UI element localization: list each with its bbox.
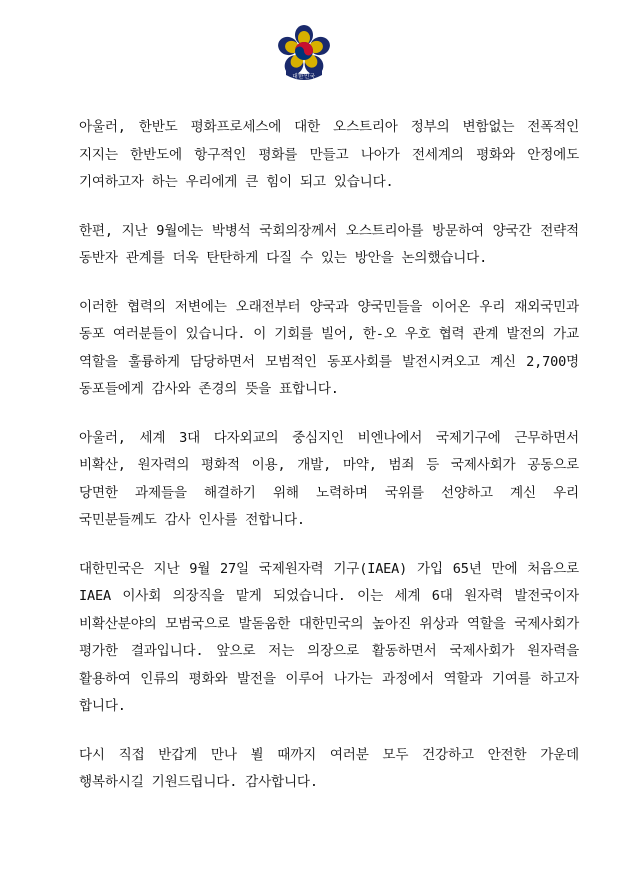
paragraph-3: 이러한 협력의 저변에는 오래전부터 양국과 양국민들을 이어온 우리 재외국민과 동포 여러분들이 있습니다. 이 기회를 빌어, 한-오 우호 협력 관계 발전의 가교 역할을 훌륭하게 담당하면서 모범적인 동포사회를 발전시켜오고 계신 2,700명 동포들에게 감사와 존경의 뜻을 표합니다.	[79, 298, 579, 397]
letter-body	[79, 114, 579, 818]
paragraph-5: 대한민국은 지난 9월 27일 국제원자력 기구(IAEA) 가입 65년 만에 처음으로 IAEA 이사회 의장직을 맡게 되었습니다. 이는 세계 6대 원자력 발전국이자 비확산분야의 모범국으로 발돋움한 대한민국의 높아진 위상과 역할을 국제사회가 평가한 결과입니다. 앞으로 저는 의장으로 활동하면서 국제사회가 원자력을 활용하여 인류의 평화와 발전을 이루어 나가는 과정에서 역할과 기여를 하고자 합니다.	[79, 560, 579, 714]
paragraph-4: 아울러, 세계 3대 다자외교의 중심지인 비엔나에서 국제기구에 근무하면서 비확산, 원자력의 평화적 이용, 개발, 마약, 범죄 등 국제사회가 공동으로 당면한 과제들을 해결하기 위해 노력하며 국위를 선양하고 계신 우리 국민분들께도 감사 인사를 전합니다.	[79, 429, 579, 528]
paragraph-1: 아울러, 한반도 평화프로세스에 대한 오스트리아 정부의 변함없는 전폭적인 지지는 한반도에 항구적인 평화를 만들고 나아가 전세계의 평화와 안정에도 기여하고자 하는 우리에게 큰 힘이 되고 있습니다.	[79, 119, 579, 190]
paragraph-2: 한편, 지난 9월에는 박병석 국회의장께서 오스트리아를 방문하여 양국간 전략적 동반자 관계를 더욱 탄탄하게 다질 수 있는 방안을 논의했습니다.	[79, 222, 579, 266]
national-emblem-icon	[276, 25, 332, 85]
emblem-label: 대한민국	[292, 74, 316, 80]
paragraph-6: 다시 직접 반갑게 만나 뵐 때까지 여러분 모두 건강하고 안전한 가운데 행복하시길 기원드립니다. 감사합니다.	[79, 746, 579, 790]
